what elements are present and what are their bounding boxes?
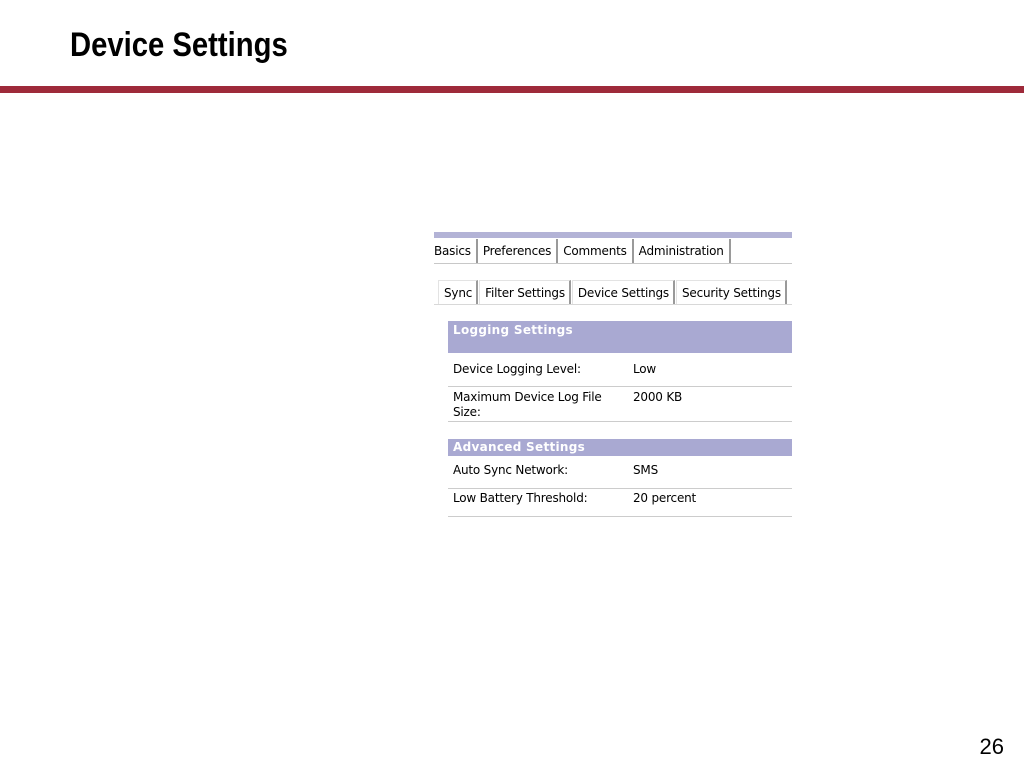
secondary-tab-bar — [438, 280, 788, 304]
setting-row-device-logging-level — [448, 353, 792, 387]
setting-value: SMS — [633, 463, 658, 477]
tab-preferences[interactable]: Preferences — [483, 239, 558, 263]
setting-row-auto-sync-network — [448, 456, 792, 489]
title-rule — [0, 86, 1024, 93]
tab-administration[interactable]: Administration — [639, 239, 731, 263]
tab-filter-settings[interactable]: Filter Settings — [479, 280, 571, 304]
setting-label: Auto Sync Network: — [453, 463, 568, 477]
tab-basics[interactable]: Basics — [434, 239, 478, 263]
setting-row-max-log-file-size — [448, 387, 792, 422]
primary-tab-divider — [434, 263, 792, 264]
page-number: 26 — [979, 734, 1004, 759]
tab-security-settings[interactable]: Security Settings — [676, 280, 787, 304]
secondary-tab-divider — [434, 304, 792, 305]
setting-value: 2000 KB — [633, 390, 683, 404]
tab-sync[interactable]: Sync — [438, 280, 478, 304]
primary-tab-bar — [434, 239, 736, 263]
advanced-settings-header: Advanced Settings — [448, 439, 792, 456]
setting-value: Low — [633, 362, 657, 376]
slide-title: Device Settings — [70, 26, 288, 64]
setting-label: Maximum Device Log File Size: — [453, 390, 602, 419]
logging-settings-header: Logging Settings — [448, 321, 792, 353]
tab-comments[interactable]: Comments — [563, 239, 633, 263]
setting-value: 20 percent — [633, 491, 697, 505]
setting-label: Device Logging Level: — [453, 362, 581, 376]
setting-label: Low Battery Threshold: — [453, 491, 588, 505]
setting-row-low-battery-threshold — [448, 489, 792, 517]
settings-screenshot — [434, 232, 792, 522]
tab-device-settings[interactable]: Device Settings — [572, 280, 675, 304]
top-strip — [434, 232, 792, 238]
